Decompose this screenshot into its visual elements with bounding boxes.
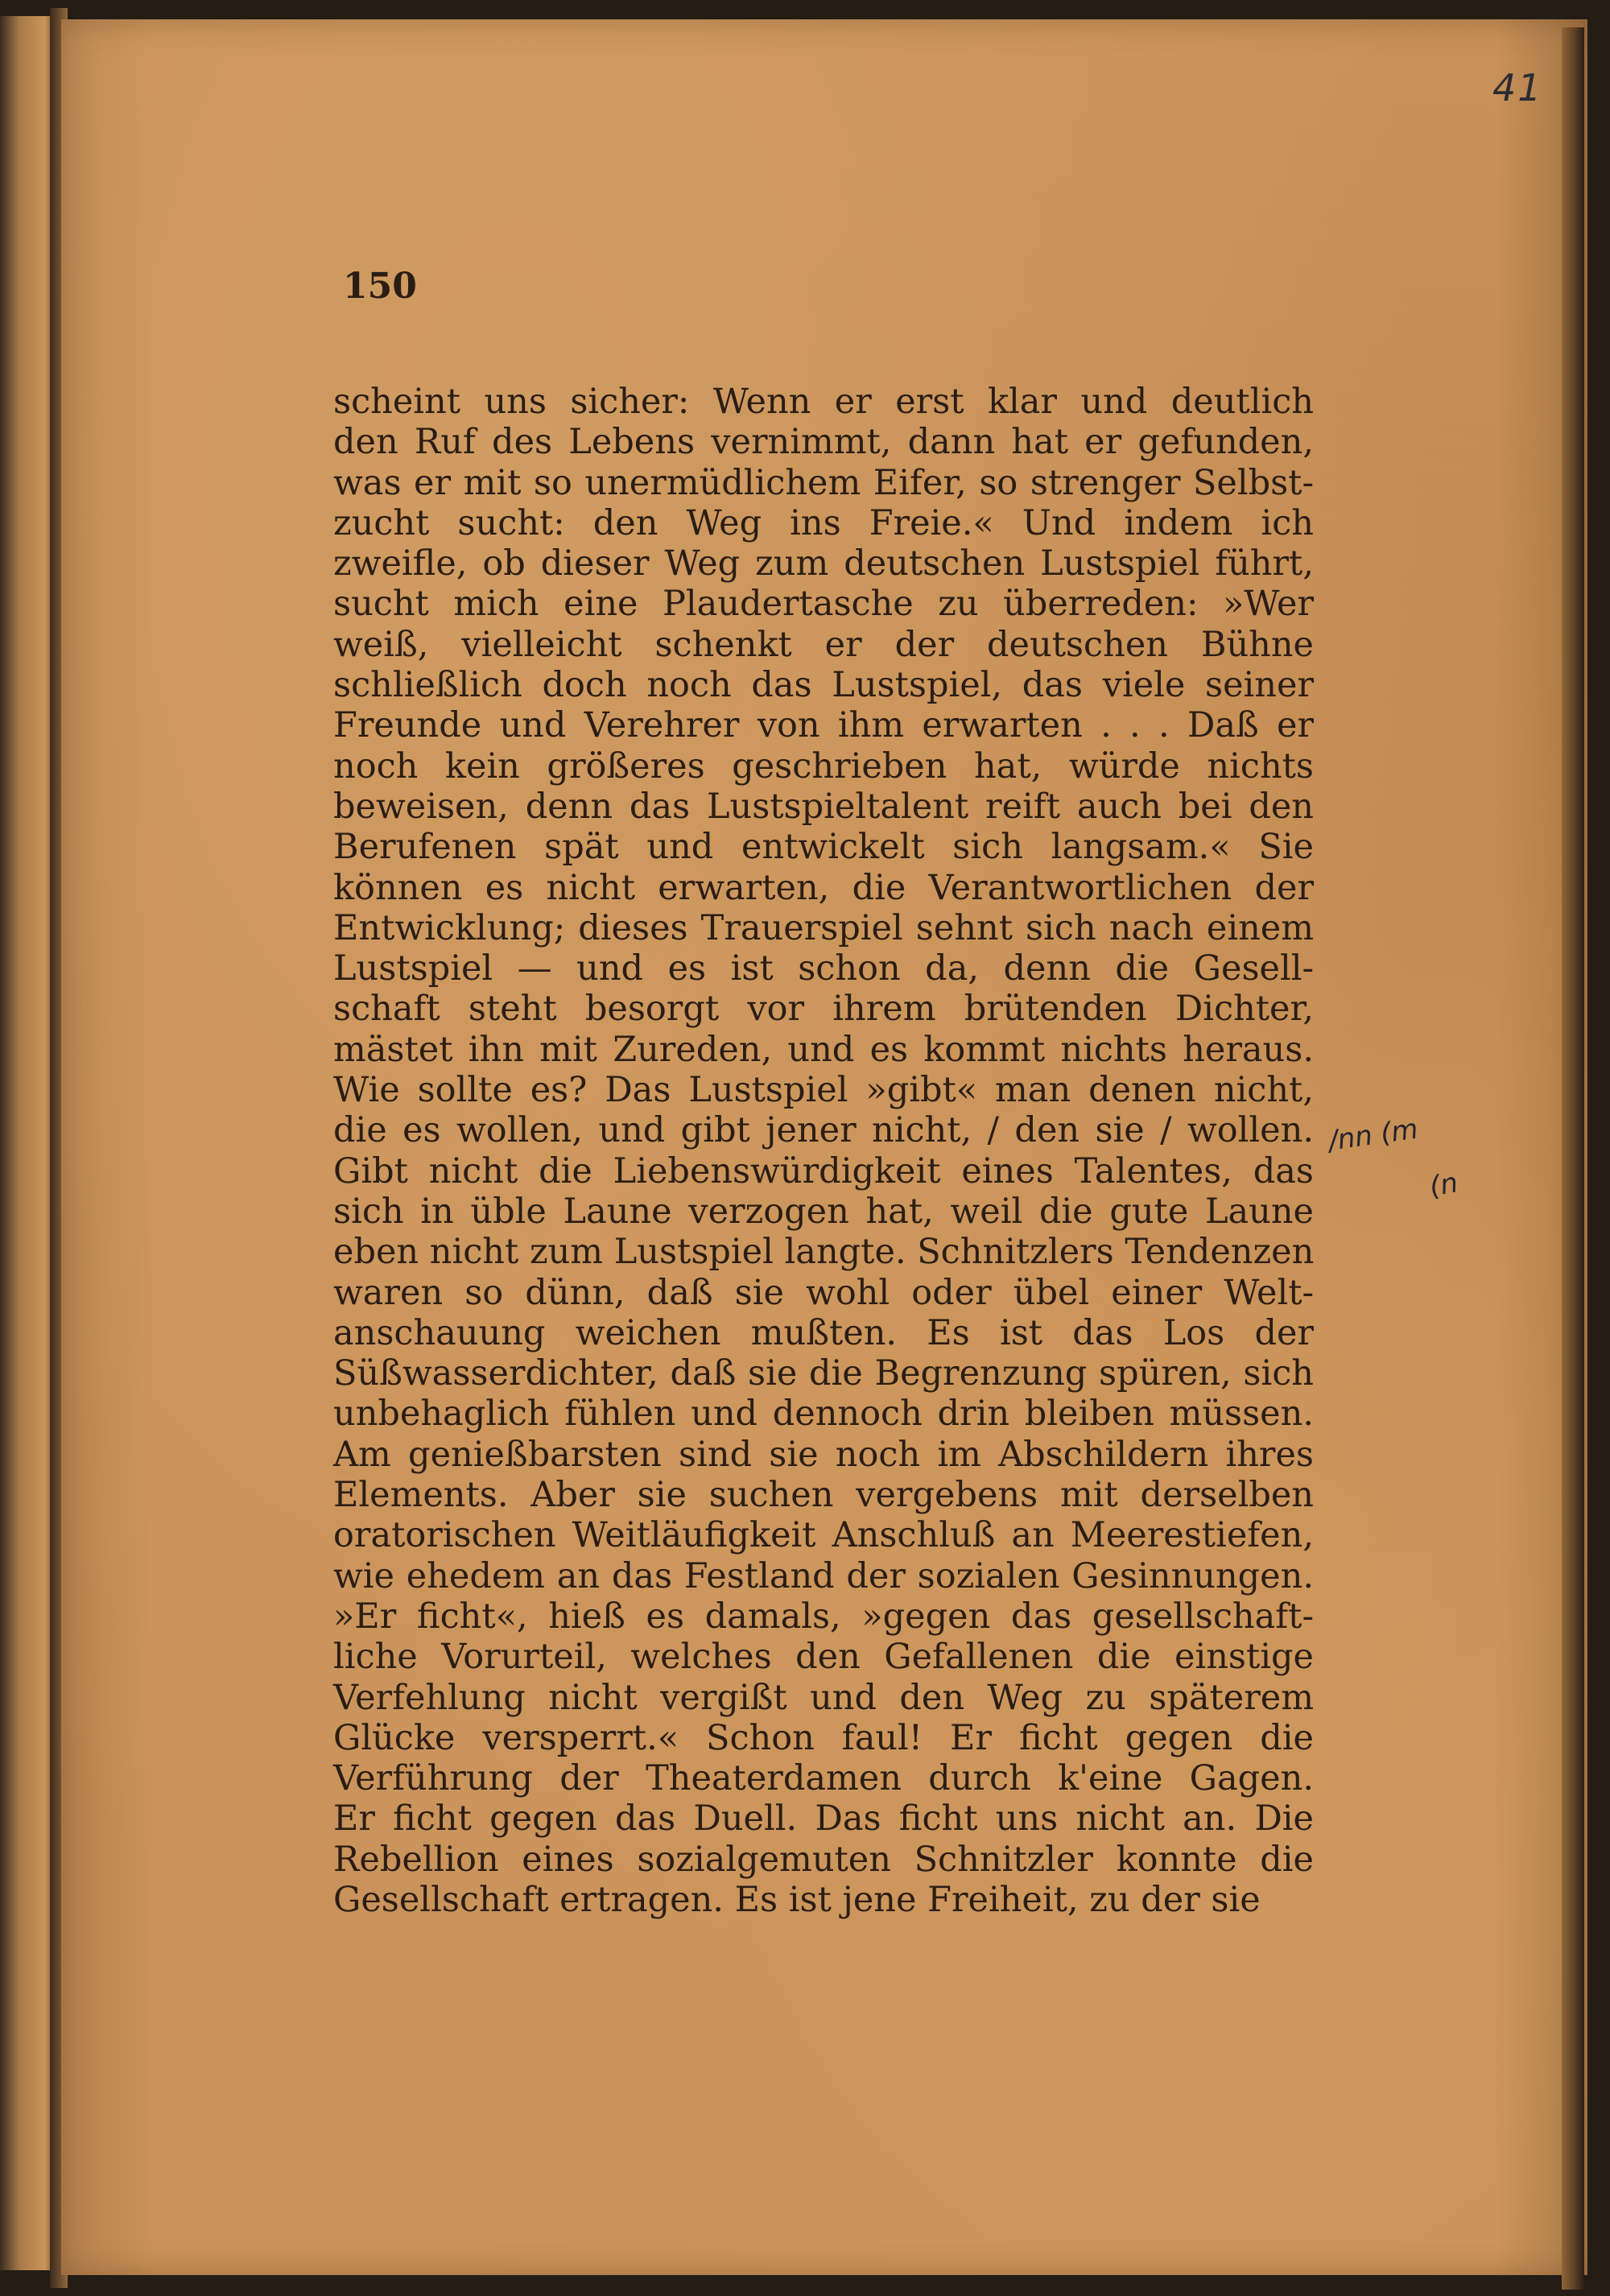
text-line: weiß, vielleicht schenkt er der deutschen Bühne: [333, 624, 1314, 665]
text-line: Gibt nicht die Liebenswürdigkeit eines Talentes, das: [333, 1150, 1314, 1191]
text-line: Süßwasserdichter, daß sie die Begrenzung spüren, sich: [333, 1353, 1314, 1394]
text-line: mästet ihn mit Zureden, und es kommt nichts heraus.: [333, 1029, 1314, 1070]
text-line: Er ficht gegen das Duell. Das ficht uns nicht an. Die: [333, 1798, 1314, 1840]
text-line: sucht mich eine Plaudertasche zu überreden: »Wer: [333, 584, 1314, 625]
text-line: scheint uns sicher: Wenn er erst klar und deutlich: [333, 382, 1314, 422]
text-line: Glücke versperrt.« Schon faul! Er ficht gegen die: [333, 1717, 1314, 1758]
margin-correction-mark: /nn (m: [1326, 1113, 1420, 1158]
text-line: Freunde und Verehrer von ihm erwarten . . . Daß er: [333, 705, 1314, 746]
text-line: eben nicht zum Lustspiel langte. Schnitzlers Tendenzen: [333, 1232, 1315, 1273]
text-line: schaft steht besorgt vor ihrem brütenden Dichter,: [333, 989, 1314, 1030]
text-line: Entwicklung; dieses Trauerspiel sehnt sich nach einem: [333, 907, 1314, 948]
text-line: anschauung weichen mußten. Es ist das Los der: [333, 1312, 1314, 1353]
text-line: beweisen, denn das Lustspieltalent reift auch bei den: [333, 786, 1314, 827]
text-line: unbehaglich fühlen und dennoch drin bleiben müssen.: [333, 1394, 1314, 1435]
text-line: sich in üble Laune verzogen hat, weil die gute Laune: [333, 1191, 1314, 1232]
page-number: 150: [343, 266, 417, 307]
text-line: waren so dünn, daß sie wohl oder übel einer Welt-: [333, 1272, 1314, 1313]
text-line: Verfehlung nicht vergißt und den Weg zu späterem: [333, 1677, 1314, 1718]
text-line: schließlich doch noch das Lustspiel, das viele seiner: [333, 665, 1314, 706]
text-line: was er mit so unermüdlichem Eifer, so strenger Selbst-: [333, 462, 1314, 503]
text-line: Am genießbarsten sind sie noch im Abschildern ihres: [333, 1434, 1314, 1475]
text-line: die es wollen, und gibt jener nicht, / den sie / wollen.: [333, 1110, 1314, 1151]
text-line: liche Vorurteil, welches den Gefallenen die einstige: [333, 1637, 1314, 1678]
text-line: Rebellion eines sozialgemuten Schnitzler konnte die: [333, 1839, 1314, 1880]
body-text: [333, 382, 1314, 1920]
text-line: »Er ficht«, hieß es damals, »gegen das gesellschaft-: [333, 1596, 1314, 1637]
text-line: Gesellschaft ertragen. Es ist jene Freiheit, zu der sie: [333, 1879, 1261, 1920]
facing-page-edge: [0, 16, 56, 2270]
margin-correction-mark: (n: [1426, 1167, 1461, 1204]
text-line: oratorischen Weitläufigkeit Anschluß an Meerestiefen,: [333, 1515, 1314, 1556]
text-line: können es nicht erwarten, die Verantwortlichen der: [333, 867, 1314, 908]
text-line: Wie sollte es? Das Lustspiel »gibt« man denen nicht,: [333, 1070, 1314, 1111]
handwritten-folio-number: 41: [1492, 66, 1543, 109]
text-line: zucht sucht: den Weg ins Freie.« Und indem ich: [333, 502, 1314, 543]
text-line: wie ehedem an das Festland der sozialen Gesinnungen.: [333, 1555, 1314, 1596]
text-line: Elements. Aber sie suchen vergebens mit derselben: [333, 1475, 1314, 1516]
text-line: noch kein größeres geschrieben hat, würde nichts: [333, 745, 1314, 787]
text-line: Berufenen spät und entwickelt sich langsam.« Sie: [333, 827, 1314, 868]
text-line: zweifle, ob dieser Weg zum deutschen Lustspiel führt,: [333, 543, 1314, 584]
text-line: den Ruf des Lebens vernimmt, dann hat er gefunden,: [333, 422, 1314, 463]
text-line: Lustspiel — und es ist schon da, denn die Gesell-: [333, 948, 1314, 989]
text-line: Verführung der Theaterdamen durch k'eine Gagen.: [333, 1758, 1314, 1799]
page-edge-shadow: [1562, 27, 1584, 2290]
